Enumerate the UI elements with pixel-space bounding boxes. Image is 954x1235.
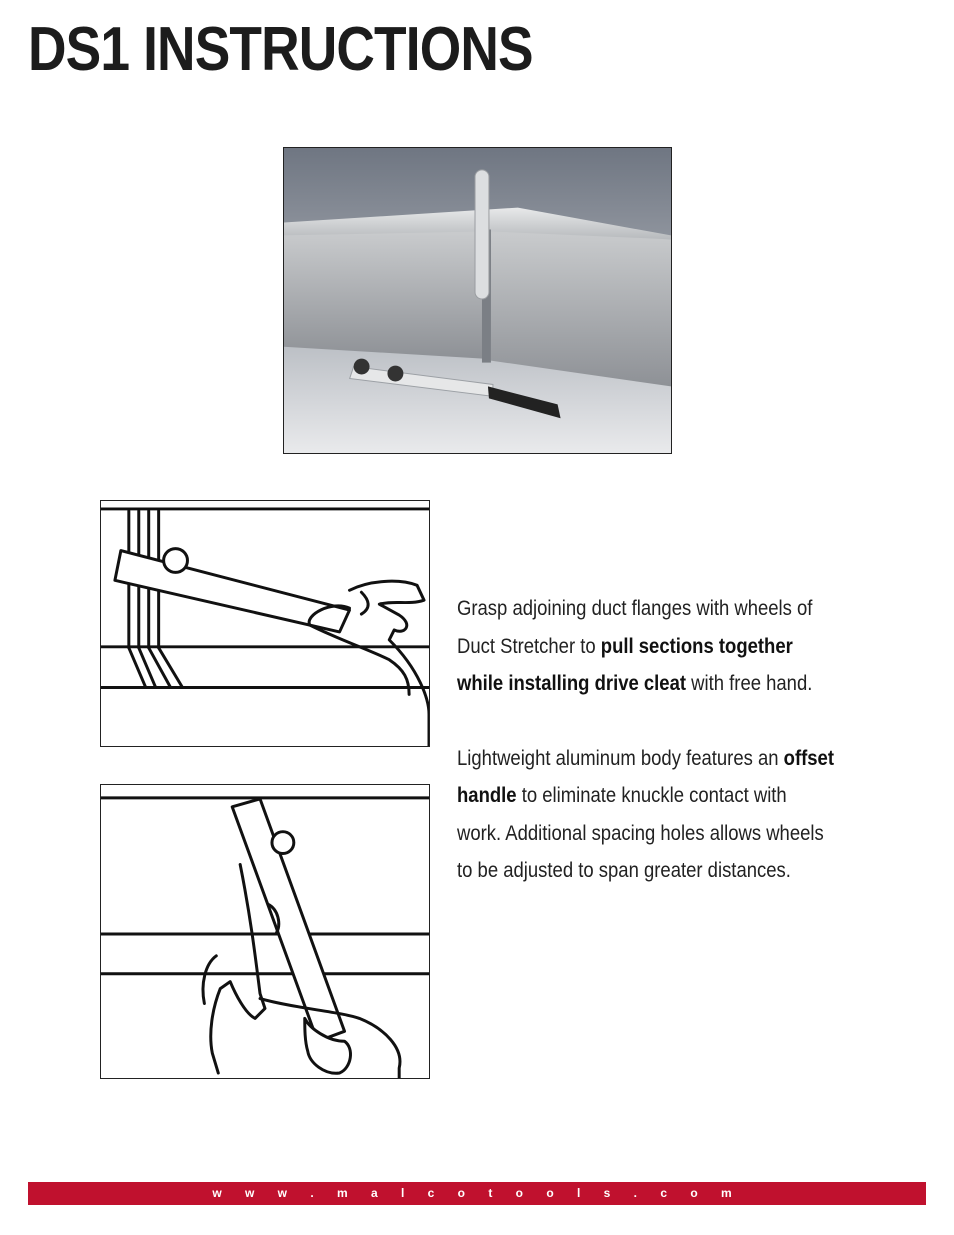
instruction-paragraph-1: Grasp adjoining duct flanges with wheels of Duct Stretcher to pull sections together while installing drive cleat with free hand. xyxy=(457,597,813,695)
illustration-offset-handle xyxy=(100,784,430,1079)
instructions-text xyxy=(457,590,835,927)
footer-url-bar: w w w . m a l c o t o o l s . c o m xyxy=(28,1182,926,1205)
instruction-paragraph-2: Lightweight aluminum body features an offset handle to eliminate knuckle contact with work. Additional spacing holes allows wheels to be adjusted to span greater distances. xyxy=(457,746,834,882)
emphasis-offset-handle: offset handle xyxy=(457,746,834,807)
emphasis-pull-sections: pull sections together while installing drive cleat xyxy=(457,634,793,695)
product-photo xyxy=(283,147,672,454)
page-title: DS1 INSTRUCTIONS xyxy=(28,15,533,84)
illustration-pulling-flanges xyxy=(100,500,430,747)
